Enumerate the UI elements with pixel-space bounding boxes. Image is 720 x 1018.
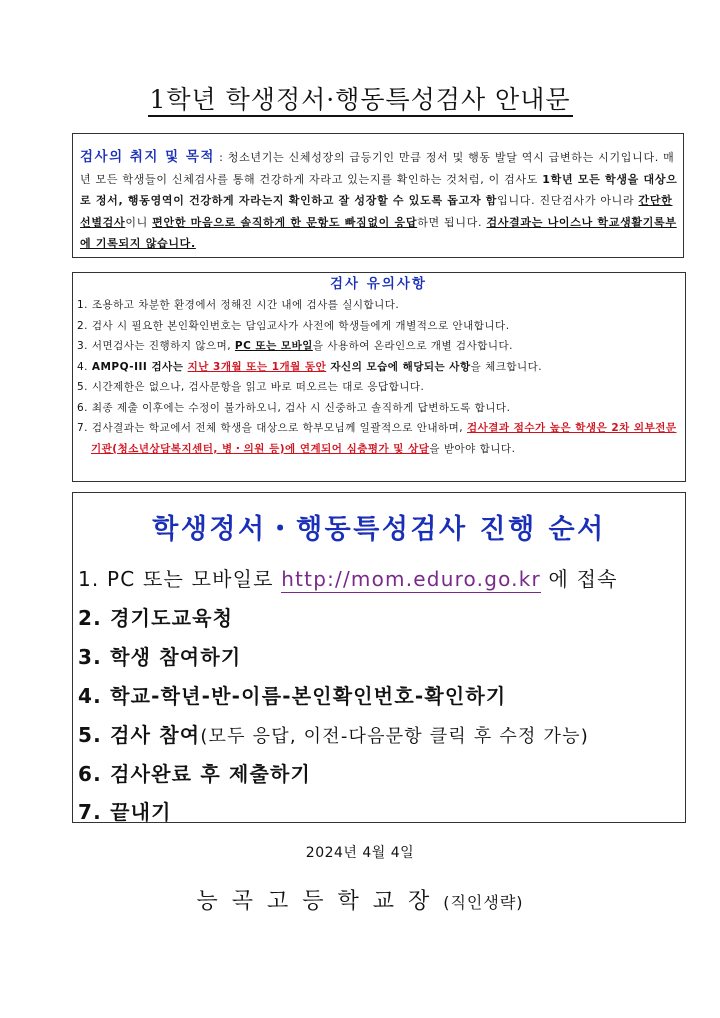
site-url-link[interactable]: http://mom.eduro.go.kr <box>281 567 541 591</box>
purpose-screening-text: 간단한 선별검사 <box>80 194 673 229</box>
purpose-answer-text: 편안한 마음으로 솔직하게 한 문항도 빠짐없이 응답 <box>152 215 418 229</box>
document-date: 2024년 4월 4일 <box>305 845 415 861</box>
purpose-target-text: 1학년 모든 학생을 대상으로 정서, 행동영역이 건강하게 자라는지 확인하고 잘 성장할 수 있도록 돕고자 함 <box>80 172 678 207</box>
note-item-3: 3. 서면검사는 진행하지 않으며, PC 또는 모바일을 사용하여 온라인으로 개별 검사합니다. <box>77 340 513 352</box>
procedure-step-1: 1. PC 또는 모바일로 http://mom.eduro.go.kr 에 접속 <box>78 567 618 591</box>
purpose-text-2: 입니다. 진단검사가 아니라 <box>497 194 639 207</box>
notes-heading: 검사 유의사항 <box>330 276 427 292</box>
purpose-text-4: 하면 됩니다. <box>417 215 487 229</box>
note-item-5: 5. 시간제한은 없으나, 검사문항을 읽고 바로 떠오르는 대로 응답합니다. <box>77 381 425 393</box>
document-title: 1학년 학생정서·행동특성검사 안내문 <box>0 80 720 116</box>
note-item-7: 7. 검사결과는 학교에서 전체 학생을 대상으로 학부모님께 일괄적으로 안내하며, 검사결과 점수가 높은 학생은 2차 외부전문기관(청소년상담복지센터, 병・의원 등)에 연계되어 심층평가 및 상담을 받아야 합니다. <box>77 422 677 455</box>
seal-omitted-note: (직인생략) <box>443 893 524 912</box>
notes-list <box>77 295 680 459</box>
note-item-1: 1. 조용하고 차분한 환경에서 정해진 시간 내에 검사를 실시합니다. <box>77 299 400 311</box>
note-item-2: 2. 검사 시 필요한 본인확인번호는 담임교사가 사전에 학생들에게 개별적으로 안내합니다. <box>77 319 510 332</box>
procedure-heading: 학생정서・행동특성검사 진행 순서 <box>152 514 606 545</box>
procedure-step-4: 4. 학교-학년-반-이름-본인확인번호-확인하기 <box>78 684 507 708</box>
procedure-step-7: 7. 끝내기 <box>78 800 172 824</box>
school-signature <box>0 884 720 915</box>
purpose-text: : 청소년기는 신체성장의 급등기인 만큼 정서 및 행동 발달 역시 급변하는 시기입니다. 매년 모든 학생들이 신체검사를 통해 건강하게 자라고 있는지를 확인하는 것처럼, 이 검사도 <box>80 151 675 186</box>
procedure-step-6: 6. 검사완료 후 제출하기 <box>78 762 312 786</box>
procedure-step-2: 2. 경기도교육청 <box>78 606 234 630</box>
notes-box <box>72 272 686 482</box>
purpose-record-text: 검사결과는 나이스나 학교생활기록부에 기록되지 않습니다. <box>80 215 677 250</box>
note-item-6: 6. 최종 제출 이후에는 수정이 불가하오니, 검사 시 신중하고 솔직하게 답변하도록 합니다. <box>77 401 511 414</box>
note-item-4: 4. AMPQ-III 검사는 지난 3개월 또는 1개월 동안 자신의 모습에 해당되는 사항을 체크합니다. <box>77 360 543 373</box>
school-principal-name: 능곡고등학교장 <box>196 889 444 914</box>
procedure-step-5: 5. 검사 참여(모두 응답, 이전-다음문항 클릭 후 수정 가능) <box>78 723 589 747</box>
procedure-box <box>72 492 686 823</box>
purpose-text-3: 이니 <box>125 215 153 229</box>
purpose-box <box>72 133 684 258</box>
purpose-heading: 검사의 취지 및 목적 <box>80 149 215 165</box>
procedure-step-3: 3. 학생 참여하기 <box>78 645 242 669</box>
